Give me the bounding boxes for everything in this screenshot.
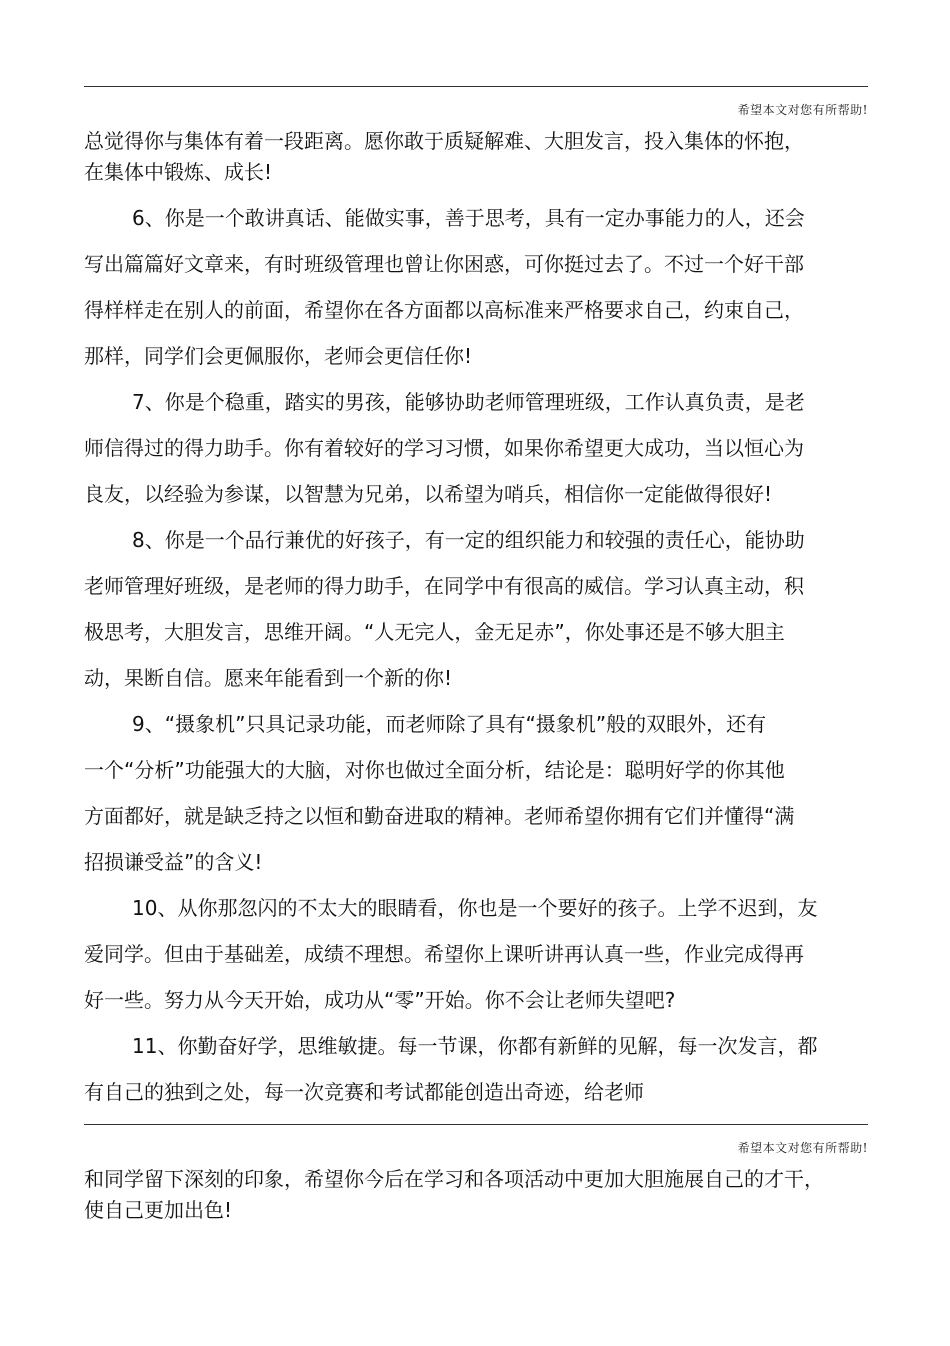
text-line: 总觉得你与集体有着一段距离。愿你敢于质疑解难、大胆发言，投入集体的怀抱， bbox=[84, 129, 804, 153]
paragraph-9-line: 方面都好，就是缺乏持之以恒和勤奋进取的精神。老师希望你拥有它们并懂得“满 bbox=[84, 804, 795, 828]
paragraph-9-line: 招损谦受益”的含义! bbox=[84, 850, 263, 874]
paragraph-6-line: 写出篇篇好文章来，有时班级管理也曾让你困惑，可你挺过去了。不过一个好干部 bbox=[84, 252, 804, 276]
text-line: 使自己更加出色! bbox=[84, 1198, 233, 1222]
header-note-page-2: 希望本文对您有所帮助! bbox=[737, 1141, 868, 1155]
paragraph-10-line: 好一些。努力从今天开始，成功从“零”开始。你不会让老师失望吧? bbox=[84, 988, 676, 1012]
paragraph-10-line: 爱同学。但由于基础差，成绩不理想。希望你上课听讲再认真一些，作业完成得再 bbox=[84, 942, 804, 966]
paragraph-7-line: 良友，以经验为参谋，以智慧为兄弟，以希望为哨兵，相信你一定能做得很好! bbox=[84, 482, 773, 506]
paragraph-8-line: 8、你是一个品行兼优的好孩子，有一定的组织能力和较强的责任心，能协助 bbox=[132, 528, 805, 552]
paragraph-8-line: 老师管理好班级，是老师的得力助手，在同学中有很高的威信。学习认真主动，积 bbox=[84, 574, 804, 598]
paragraph-7-line: 7、你是个稳重，踏实的男孩，能够协助老师管理班级，工作认真负责，是老 bbox=[132, 390, 805, 414]
paragraph-11-line: 有自己的独到之处，每一次竞赛和考试都能创造出奇迹，给老师 bbox=[84, 1080, 644, 1104]
header-note: 希望本文对您有所帮助! bbox=[737, 103, 868, 117]
paragraph-8-line: 动，果断自信。愿来年能看到一个新的你! bbox=[84, 666, 453, 690]
paragraph-8-line: 极思考，大胆发言，思维开阔。“人无完人，金无足赤”，你处事还是不够大胆主 bbox=[84, 620, 785, 644]
paragraph-7-line: 师信得过的得力助手。你有着较好的学习习惯，如果你希望更大成功，当以恒心为 bbox=[84, 436, 804, 460]
paragraph-9-line: 9、“摄象机”只具记录功能，而老师除了具有“摄象机”般的双眼外，还有 bbox=[132, 712, 767, 736]
paragraph-10-line: 10、从你那忽闪的不太大的眼睛看，你也是一个要好的孩子。上学不迟到，友 bbox=[132, 896, 818, 920]
page-2-body bbox=[84, 1164, 874, 1225]
text-line: 和同学留下深刻的印象，希望你今后在学习和各项活动中更加大胆施展自己的才干， bbox=[84, 1167, 824, 1191]
paragraph-6-line: 那样，同学们会更佩服你，老师会更信任你! bbox=[84, 344, 473, 368]
paragraph-9-line: 一个“分析”功能强大的大脑，对你也做过全面分析，结论是：聪明好学的你其他 bbox=[84, 758, 785, 782]
page-1-body bbox=[84, 126, 874, 1107]
paragraph-6-line: 6、你是一个敢讲真话、能做实事，善于思考，具有一定办事能力的人，还会 bbox=[132, 206, 805, 230]
paragraph-6-line: 得样样走在别人的前面，希望你在各方面都以高标准来严格要求自己，约束自己， bbox=[84, 298, 804, 322]
header-rule-page-2 bbox=[84, 1124, 868, 1125]
text-line: 在集体中锻炼、成长! bbox=[84, 160, 273, 184]
header-rule-top bbox=[84, 86, 868, 87]
paragraph-11-line: 11、你勤奋好学，思维敏捷。每一节课，你都有新鲜的见解，每一次发言，都 bbox=[132, 1034, 818, 1058]
